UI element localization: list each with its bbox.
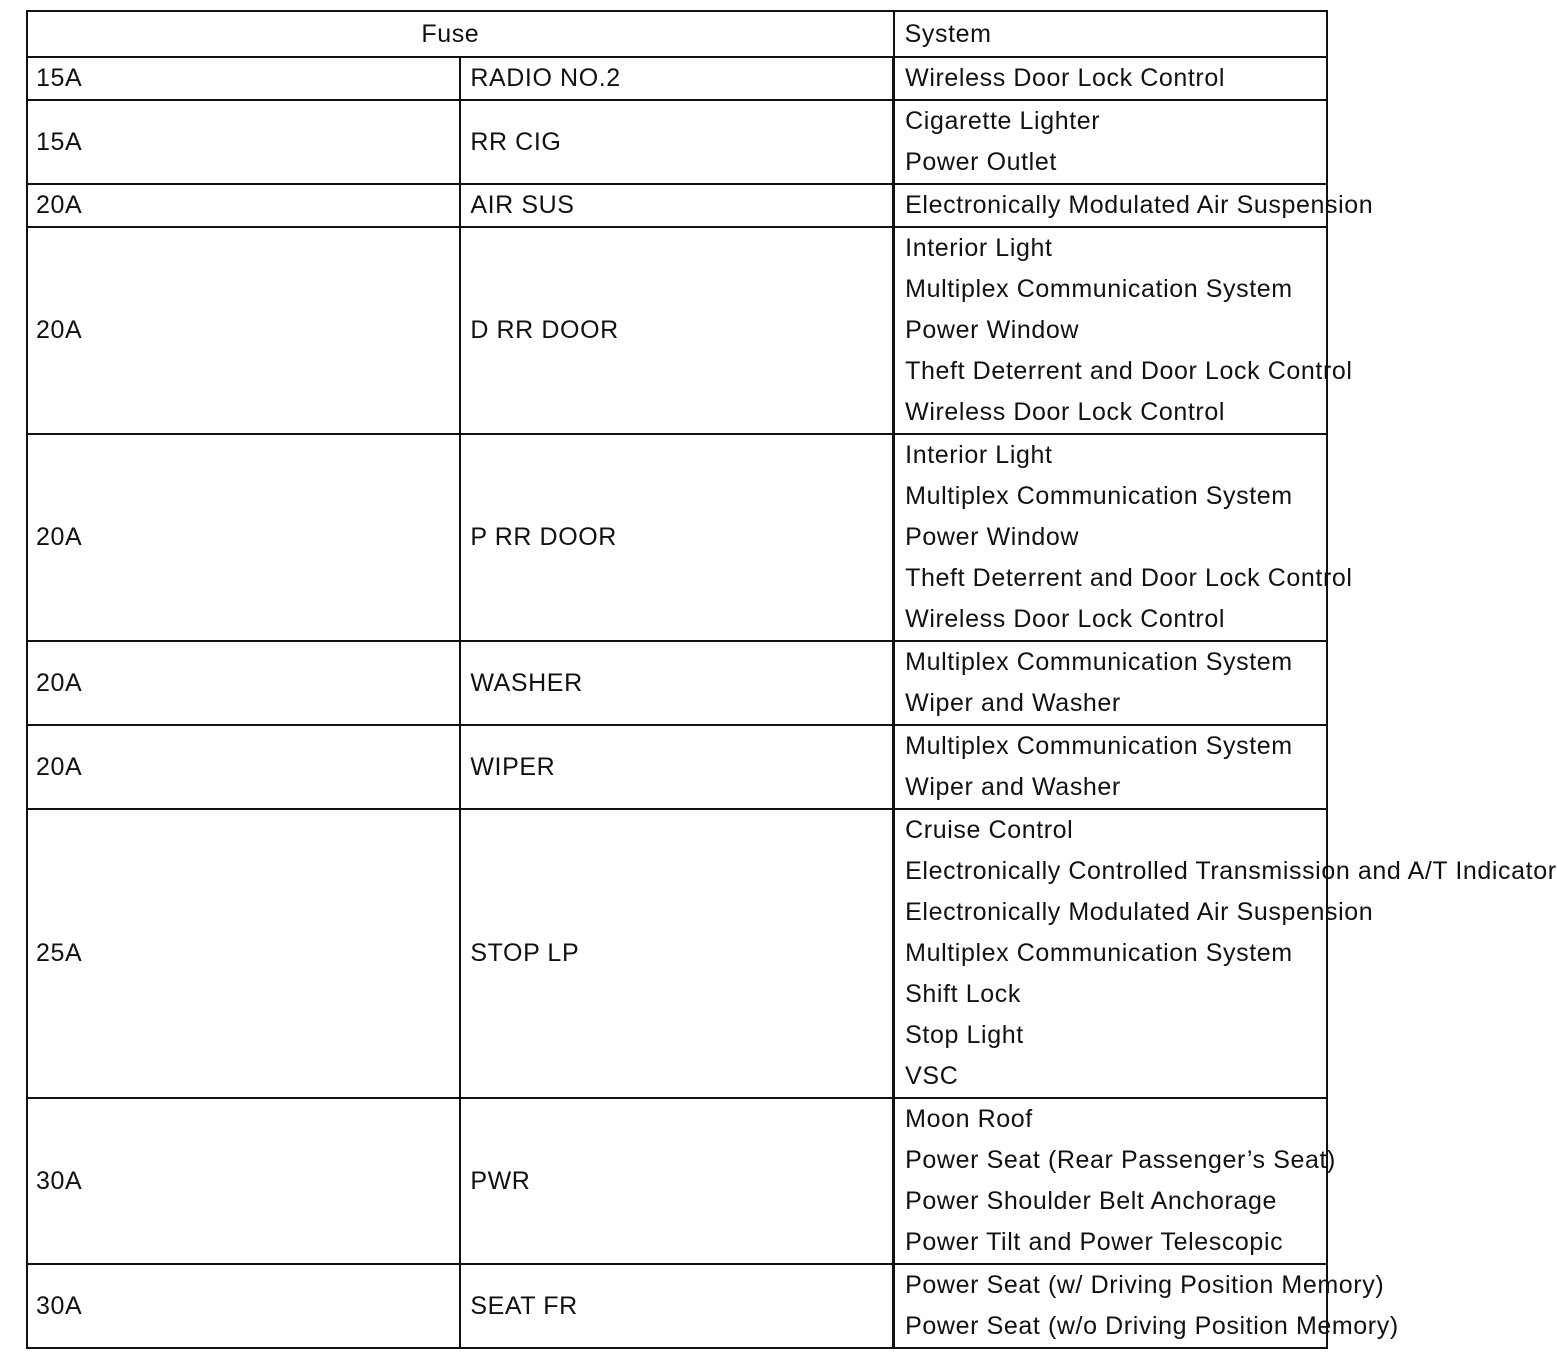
system-item: Multiplex Communication System bbox=[905, 939, 1293, 967]
system-item: Power Tilt and Power Telescopic bbox=[905, 1228, 1284, 1256]
system-list bbox=[894, 809, 1557, 1098]
system-list bbox=[894, 434, 1353, 641]
fuse-name: PWR bbox=[460, 1098, 893, 1264]
fuse-amperage: 30A bbox=[27, 1098, 460, 1264]
fuse-name: WASHER bbox=[460, 641, 893, 725]
system-item: VSC bbox=[905, 1062, 959, 1090]
system-item: Shift Lock bbox=[905, 980, 1021, 1008]
system-column-header: System bbox=[894, 11, 1327, 57]
system-item: Interior Light bbox=[905, 234, 1053, 262]
table-row bbox=[27, 725, 1327, 809]
system-item: Multiplex Communication System bbox=[905, 275, 1293, 303]
system-item: Power Seat (w/ Driving Position Memory) bbox=[905, 1271, 1385, 1299]
system-list bbox=[894, 227, 1353, 434]
system-list bbox=[894, 57, 1327, 100]
system-item: Electronically Modulated Air Suspension bbox=[905, 898, 1374, 926]
system-item: Moon Roof bbox=[905, 1105, 1033, 1133]
system-list bbox=[894, 641, 1327, 725]
fuse-name: STOP LP bbox=[460, 809, 893, 1098]
table-row bbox=[27, 809, 1327, 1098]
system-item: Wiper and Washer bbox=[905, 689, 1121, 717]
fuse-name: D RR DOOR bbox=[460, 227, 893, 434]
system-item: Power Outlet bbox=[905, 148, 1057, 176]
system-list bbox=[894, 100, 1327, 184]
table-row bbox=[27, 1264, 1327, 1348]
fuse-name: P RR DOOR bbox=[460, 434, 893, 641]
fuse-amperage: 30A bbox=[27, 1264, 460, 1348]
system-item: Wireless Door Lock Control bbox=[905, 605, 1226, 633]
system-item: Power Window bbox=[905, 316, 1080, 344]
system-item: Power Window bbox=[905, 523, 1080, 551]
table-header bbox=[27, 11, 1327, 57]
table-body bbox=[27, 57, 1557, 1348]
system-item: Theft Deterrent and Door Lock Control bbox=[905, 357, 1353, 385]
table-row bbox=[27, 1098, 1327, 1264]
system-item: Theft Deterrent and Door Lock Control bbox=[905, 564, 1353, 592]
fuse-amperage: 20A bbox=[27, 725, 460, 809]
system-item: Power Seat (Rear Passenger’s Seat) bbox=[905, 1146, 1336, 1174]
system-item: Cruise Control bbox=[905, 816, 1074, 844]
table-row bbox=[27, 434, 1327, 641]
system-item: Electronically Controlled Transmission and A/T Indicator bbox=[905, 857, 1557, 885]
system-item: Wiper and Washer bbox=[905, 773, 1121, 801]
system-item: Power Seat (w/o Driving Position Memory) bbox=[905, 1312, 1399, 1340]
system-item: Power Shoulder Belt Anchorage bbox=[905, 1187, 1277, 1215]
table-row bbox=[27, 57, 1327, 100]
system-item: Wireless Door Lock Control bbox=[905, 398, 1226, 426]
fuse-amperage: 20A bbox=[27, 641, 460, 725]
table-row bbox=[27, 641, 1327, 725]
system-item: Multiplex Communication System bbox=[905, 482, 1293, 510]
system-item: Interior Light bbox=[905, 441, 1053, 469]
fuse-name: WIPER bbox=[460, 725, 893, 809]
system-item: Multiplex Communication System bbox=[905, 648, 1293, 676]
system-item: Multiplex Communication System bbox=[905, 732, 1293, 760]
table-row bbox=[27, 100, 1327, 184]
fuse-name: SEAT FR bbox=[460, 1264, 893, 1348]
fuse-amperage: 25A bbox=[27, 809, 460, 1098]
header-row bbox=[27, 11, 1327, 57]
fuse-table bbox=[26, 10, 1557, 1349]
system-item: Cigarette Lighter bbox=[905, 107, 1101, 135]
fuse-amperage: 15A bbox=[27, 57, 460, 100]
fuse-name: RR CIG bbox=[460, 100, 893, 184]
table-row bbox=[27, 184, 1327, 227]
system-item: Stop Light bbox=[905, 1021, 1024, 1049]
system-list bbox=[894, 1098, 1336, 1264]
system-list bbox=[894, 1264, 1399, 1348]
system-list bbox=[894, 725, 1327, 809]
fuse-amperage: 20A bbox=[27, 434, 460, 641]
system-item: Electronically Modulated Air Suspension bbox=[905, 191, 1374, 219]
system-list bbox=[894, 184, 1374, 227]
system-item: Wireless Door Lock Control bbox=[905, 64, 1226, 92]
fuse-amperage: 20A bbox=[27, 184, 460, 227]
fuse-amperage: 20A bbox=[27, 227, 460, 434]
fuse-name: AIR SUS bbox=[460, 184, 893, 227]
table-row bbox=[27, 227, 1327, 434]
fuse-amperage: 15A bbox=[27, 100, 460, 184]
fuse-column-header: Fuse bbox=[27, 11, 894, 57]
fuse-name: RADIO NO.2 bbox=[460, 57, 893, 100]
